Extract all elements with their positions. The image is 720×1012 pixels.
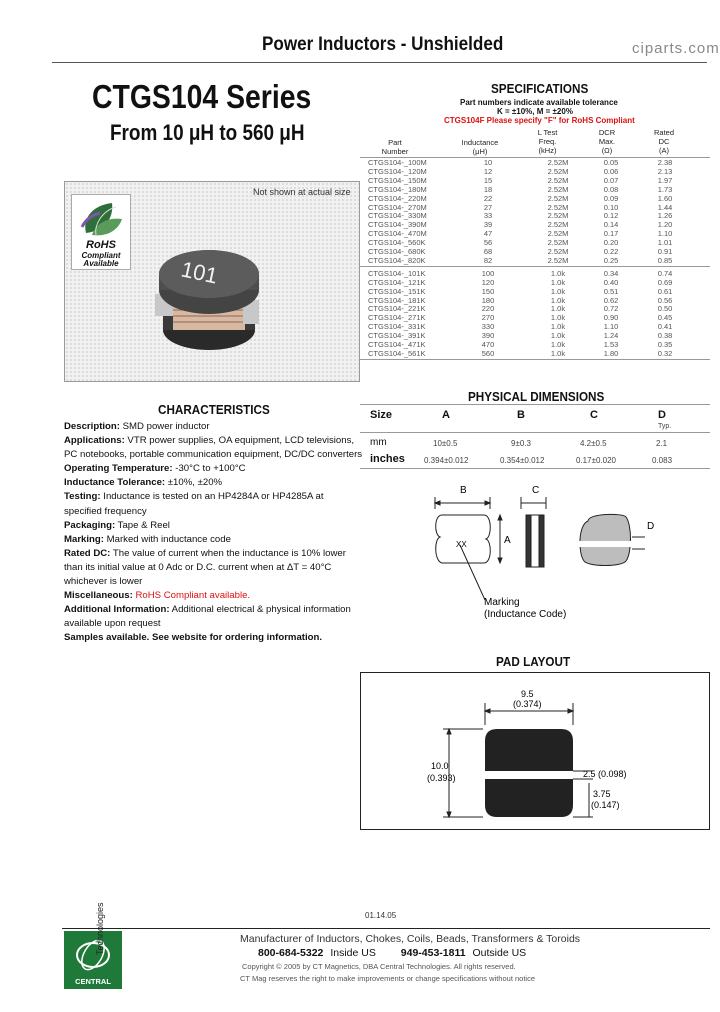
phone-inside[interactable]: 800-684-5322 [258, 947, 324, 959]
dim-col-d: D [658, 409, 666, 421]
table-cell: 1.26 [657, 211, 673, 221]
pad-height-small-in: (0.147) [591, 800, 620, 810]
table-cell: 1.0k [550, 295, 566, 305]
table-row [360, 211, 710, 220]
pad-height-in: (0.393) [427, 773, 456, 783]
logo-text: CENTRAL [75, 977, 111, 986]
table-cell: 0.74 [657, 268, 673, 278]
table-cell: 1.10 [603, 322, 619, 332]
table-cell: 0.40 [603, 277, 619, 287]
table-row [360, 331, 710, 340]
table-row [360, 238, 710, 247]
table-cell: 0.07 [603, 175, 619, 185]
table-row [360, 287, 710, 296]
dim-typ: Typ. [658, 423, 672, 430]
table-cell: 2.52M [547, 158, 569, 167]
inductor-marking: 101 [178, 256, 221, 289]
pad-layout-drawing [361, 673, 709, 829]
table-row [360, 247, 710, 256]
table-cell: CTGS104-_101K [368, 268, 426, 278]
table-cell: 1.0k [550, 331, 566, 341]
table-cell: 1.0k [550, 322, 566, 332]
table-cell: 2.52M [547, 220, 569, 230]
table-cell: 1.80 [603, 348, 619, 358]
label: Operating Temperature: [64, 463, 173, 475]
table-cell: 470 [481, 340, 495, 349]
table-cell: 0.72 [603, 304, 619, 314]
product-photo [64, 181, 360, 382]
table-cell: 270 [481, 313, 495, 323]
table-cell: 0.09 [603, 193, 619, 203]
value: -30°C to +100°C [172, 463, 246, 475]
pad-height-mm: 10.0 [431, 761, 449, 771]
table-cell: 0.10 [603, 202, 619, 212]
table-row [360, 304, 710, 313]
table-cell: 1.24 [603, 331, 619, 341]
in-b: 0.354±0.012 [500, 456, 545, 465]
table-cell: 2.52M [547, 255, 569, 265]
spec-note-tolerance: Part numbers indicate available tolerance [460, 98, 618, 107]
table-cell: CTGS104-_220M [368, 193, 427, 203]
mm-a: 10±0.5 [433, 439, 458, 448]
header-divider [52, 62, 707, 63]
phone-outside[interactable]: 949-453-1811 [400, 947, 466, 959]
table-cell: CTGS104-_680K [368, 247, 426, 256]
table-cell: CTGS104-_100M [368, 158, 427, 167]
table-row [360, 167, 710, 176]
label: Inductance Tolerance: [64, 477, 166, 489]
table-cell: 0.05 [603, 158, 619, 167]
table-cell: 22 [483, 193, 493, 203]
table-cell: 0.91 [657, 247, 673, 256]
table-cell: 0.08 [603, 184, 619, 194]
value: Tape & Reel [115, 519, 170, 531]
rohs-available: Available [83, 259, 119, 268]
table-cell: CTGS104-_330M [368, 211, 427, 221]
label: Description: [64, 421, 120, 432]
table-cell: 39 [483, 220, 493, 230]
series-title: CTGS104 Series [92, 78, 312, 115]
table-cell: 0.22 [603, 247, 619, 256]
table-cell: 1.60 [657, 193, 673, 203]
label: Applications: [64, 435, 125, 447]
dim-col-c: C [590, 409, 598, 421]
value: Additional electrical & physical information available upon request [64, 604, 351, 630]
in-a: 0.394±0.012 [424, 456, 469, 465]
label-b: B [460, 485, 467, 496]
table-row [360, 269, 710, 278]
label: Packaging: [64, 519, 116, 531]
table-row [360, 185, 710, 194]
table-cell: 100 [481, 268, 495, 278]
table-cell: CTGS104-_180M [368, 184, 427, 194]
phone-inside-label: Inside US [330, 947, 376, 959]
table-cell: CTGS104-_271K [368, 313, 426, 323]
central-logo [64, 931, 122, 989]
table-cell: 1.0k [550, 286, 566, 296]
char-applications [64, 434, 364, 462]
col-dcr: DCR Max. (Ω) [598, 128, 616, 155]
table-cell: 82 [483, 255, 493, 265]
table-cell: 1.0k [550, 277, 566, 287]
table-cell: 0.41 [657, 322, 673, 332]
table-cell: 12 [483, 166, 493, 176]
table-cell: 2.52M [547, 166, 569, 176]
mm-label: mm [370, 437, 387, 448]
mm-d: 2.1 [656, 439, 668, 448]
table-row [360, 158, 710, 167]
value: ±10%, ±20% [165, 477, 223, 489]
characteristics-list [64, 420, 364, 646]
table-cell: CTGS104-_470M [368, 229, 427, 239]
label: Miscellaneous: [64, 590, 133, 602]
table-cell: 0.32 [657, 348, 673, 358]
value: RoHS Compliant available. [132, 590, 251, 602]
char-tolerance [64, 476, 364, 490]
label: Testing: [64, 491, 101, 503]
table-cell: 0.61 [657, 286, 673, 296]
table-cell: 0.35 [657, 340, 673, 349]
table-cell: 0.56 [657, 295, 673, 305]
table-cell: 56 [483, 238, 493, 248]
value: The value of current when the inductance is 10% lower than its initial value at 0 Adc or D.C. current when at ΔT = 40°C whichever is lower [64, 547, 346, 588]
phys-rule-mid [360, 432, 710, 433]
table-cell: 2.52M [547, 202, 569, 212]
dimension-drawing [360, 475, 700, 625]
table-cell: 0.69 [657, 277, 673, 287]
table-row [360, 278, 710, 287]
char-samples: Samples available. See website for ordering information. [64, 632, 323, 644]
table-cell: 0.51 [603, 286, 619, 296]
table-row [360, 203, 710, 212]
phone-outside-label: Outside US [472, 947, 527, 959]
table-row [360, 349, 710, 358]
table-cell: 0.34 [603, 268, 619, 278]
table-cell: CTGS104-_331K [368, 322, 426, 332]
pad-width-mm: 9.5 [521, 689, 534, 699]
site-name[interactable]: ciparts.com [632, 40, 720, 57]
table-cell: 33 [483, 211, 493, 221]
table-cell: 1.0k [550, 268, 566, 278]
page-title: Power Inductors - Unshielded [262, 34, 504, 55]
table-row [360, 229, 710, 238]
mm-b: 9±0.3 [511, 439, 531, 448]
table-cell: 1.10 [657, 229, 673, 239]
char-misc [64, 589, 364, 603]
value: Inductance is tested on an HP4284A or HP4285A at specified frequency [64, 491, 324, 517]
table-cell: 0.20 [603, 238, 619, 248]
table-cell: 150 [481, 286, 495, 296]
logo-side-text: Technologies [95, 902, 105, 955]
table-cell: 2.52M [547, 175, 569, 185]
char-testing [64, 490, 364, 518]
table-cell: 220 [481, 304, 495, 314]
in-d: 0.083 [652, 456, 673, 465]
char-op-temp [64, 462, 364, 476]
mm-c: 4.2±0.5 [580, 439, 607, 448]
table-cell: CTGS104-_390M [368, 220, 427, 230]
table-cell: 1.0k [550, 313, 566, 323]
table-row [360, 220, 710, 229]
table-row [360, 176, 710, 185]
table-row [360, 313, 710, 322]
table-cell: 560 [481, 348, 495, 358]
spec-note-rohs: CTGS104F Please specify "F" for RoHS Compliant [444, 116, 635, 125]
leaf-icon [72, 197, 130, 241]
table-cell: 0.17 [603, 229, 619, 239]
table-cell: CTGS104-_121K [368, 277, 426, 287]
footer-phones [258, 947, 526, 959]
table-cell: CTGS104-_391K [368, 331, 426, 341]
pad-height-small-mm: 3.75 [593, 789, 611, 799]
photo-caption: Not shown at actual size [253, 187, 351, 197]
table-cell: CTGS104-_270M [368, 202, 427, 212]
table-cell: 0.14 [603, 220, 619, 230]
table-cell: 1.73 [657, 184, 673, 194]
table-row [360, 194, 710, 203]
char-rated-dc [64, 547, 364, 589]
physical-heading: PHYSICAL DIMENSIONS [468, 389, 605, 404]
specifications-heading: SPECIFICATIONS [491, 81, 589, 96]
table-cell: 1.53 [603, 340, 619, 349]
table-cell: 0.85 [657, 255, 673, 265]
revision-date: 01.14.05 [365, 911, 397, 920]
rohs-label: RoHS [86, 239, 116, 251]
pad-gap: 2.5 (0.098) [583, 769, 627, 779]
table-cell: 1.97 [657, 175, 673, 185]
char-additional [64, 603, 364, 631]
table-cell: 330 [481, 322, 495, 332]
table-cell: 0.25 [603, 255, 619, 265]
char-marking [64, 533, 364, 547]
label: Marking: [64, 533, 104, 545]
table-cell: 1.44 [657, 202, 673, 212]
table-cell: CTGS104-_151K [368, 286, 426, 296]
value: VTR power supplies, OA equipment, LCD televisions, PC notebooks, portable communication equipment, DC/DC converters [64, 435, 363, 461]
table-cell: 1.01 [657, 238, 673, 248]
value: SMD power inductor [119, 421, 210, 432]
in-c: 0.17±0.020 [576, 456, 616, 465]
table-row [360, 256, 710, 265]
label-a: A [504, 535, 511, 546]
inductance-range: From 10 μH to 560 μH [110, 120, 305, 145]
footer-rule [62, 928, 710, 929]
label: Additional Information: [64, 604, 170, 616]
table-cell: 2.52M [547, 238, 569, 248]
label-marking-code: (Inductance Code) [484, 609, 567, 620]
table-cell: 2.13 [657, 166, 673, 176]
spec-note-codes: K = ±10%, M = ±20% [497, 107, 573, 116]
label-c: C [532, 485, 540, 496]
table-cell: 0.06 [603, 166, 619, 176]
table-cell: 180 [481, 295, 495, 305]
table-cell: 1.0k [550, 304, 566, 314]
characteristics-heading: CHARACTERISTICS [158, 402, 270, 417]
size-label: Size [370, 409, 393, 421]
table-cell: 1.0k [550, 348, 566, 358]
table-cell: 68 [483, 247, 493, 256]
table-cell: 47 [483, 229, 493, 239]
dim-col-a: A [442, 409, 450, 421]
table-cell: 0.62 [603, 295, 619, 305]
pad-layout-box [360, 672, 710, 830]
table-cell: CTGS104-_221K [368, 304, 426, 314]
table-cell: CTGS104-_181K [368, 295, 426, 305]
phys-rule-bottom [360, 468, 710, 469]
table-row [360, 340, 710, 349]
table-cell: CTGS104-_561K [368, 348, 426, 358]
table-cell: 2.52M [547, 193, 569, 203]
table-row [360, 322, 710, 331]
table-cell: 2.52M [547, 247, 569, 256]
table-cell: 0.90 [603, 313, 619, 323]
label-xx: XX [456, 540, 467, 549]
table-row [360, 296, 710, 305]
rohs-compliant: Compliant [81, 251, 121, 260]
rohs-badge [71, 194, 131, 270]
label-d: D [647, 521, 655, 532]
table-cell: 0.38 [657, 331, 673, 341]
table-cell: 2.52M [547, 229, 569, 239]
table-cell: 0.50 [657, 304, 673, 314]
table-cell: 0.45 [657, 313, 673, 323]
footer-copyright: Copyright © 2005 by CT Magnetics, DBA Central Technologies. All rights reserved. [242, 962, 516, 971]
table-cell: 15 [483, 175, 493, 185]
table-cell: 2.52M [547, 211, 569, 221]
value: Marked with inductance code [103, 533, 231, 545]
table-cell: 18 [483, 184, 493, 194]
footer-manufacturer: Manufacturer of Inductors, Chokes, Coils, Beads, Transformers & Toroids [240, 933, 581, 945]
col-inductance: Inductance (μH) [461, 138, 499, 156]
spec-table-end-rule [360, 359, 710, 360]
table-cell: 1.0k [550, 340, 566, 349]
table-cell: CTGS104-_120M [368, 166, 427, 176]
col-rated-dc: Rated DC (A) [653, 128, 674, 155]
table-cell: 0.12 [603, 211, 619, 221]
table-cell: 120 [481, 277, 495, 287]
table-cell: 27 [483, 202, 493, 212]
char-description [64, 420, 364, 434]
label: Rated DC: [64, 547, 111, 559]
table-cell: 10 [483, 158, 493, 167]
col-part-number: Part Number [381, 138, 409, 156]
logo-swirl-icon [64, 931, 122, 977]
phys-rule-top [360, 404, 710, 405]
table-cell: 1.20 [657, 220, 673, 230]
table-cell: CTGS104-_471K [368, 340, 426, 349]
spec-group-rule [360, 266, 710, 267]
table-cell: CTGS104-_820K [368, 255, 426, 265]
inches-label: inches [370, 453, 405, 465]
pad-heading: PAD LAYOUT [496, 654, 571, 669]
char-packaging [64, 519, 364, 533]
col-test-freq: L Test Freq. (kHz) [537, 128, 558, 155]
label-marking: Marking [484, 597, 520, 608]
table-cell: 2.38 [657, 158, 673, 167]
table-cell: 390 [481, 331, 495, 341]
footer-notice: CT Mag reserves the right to make improvements or change specifications without notice [240, 974, 535, 983]
table-cell: CTGS104-_150M [368, 175, 427, 185]
table-cell: 2.52M [547, 184, 569, 194]
inductor-image [151, 222, 261, 362]
table-cell: CTGS104-_560K [368, 238, 426, 248]
dim-col-b: B [517, 409, 525, 421]
pad-width-in: (0.374) [513, 699, 542, 709]
